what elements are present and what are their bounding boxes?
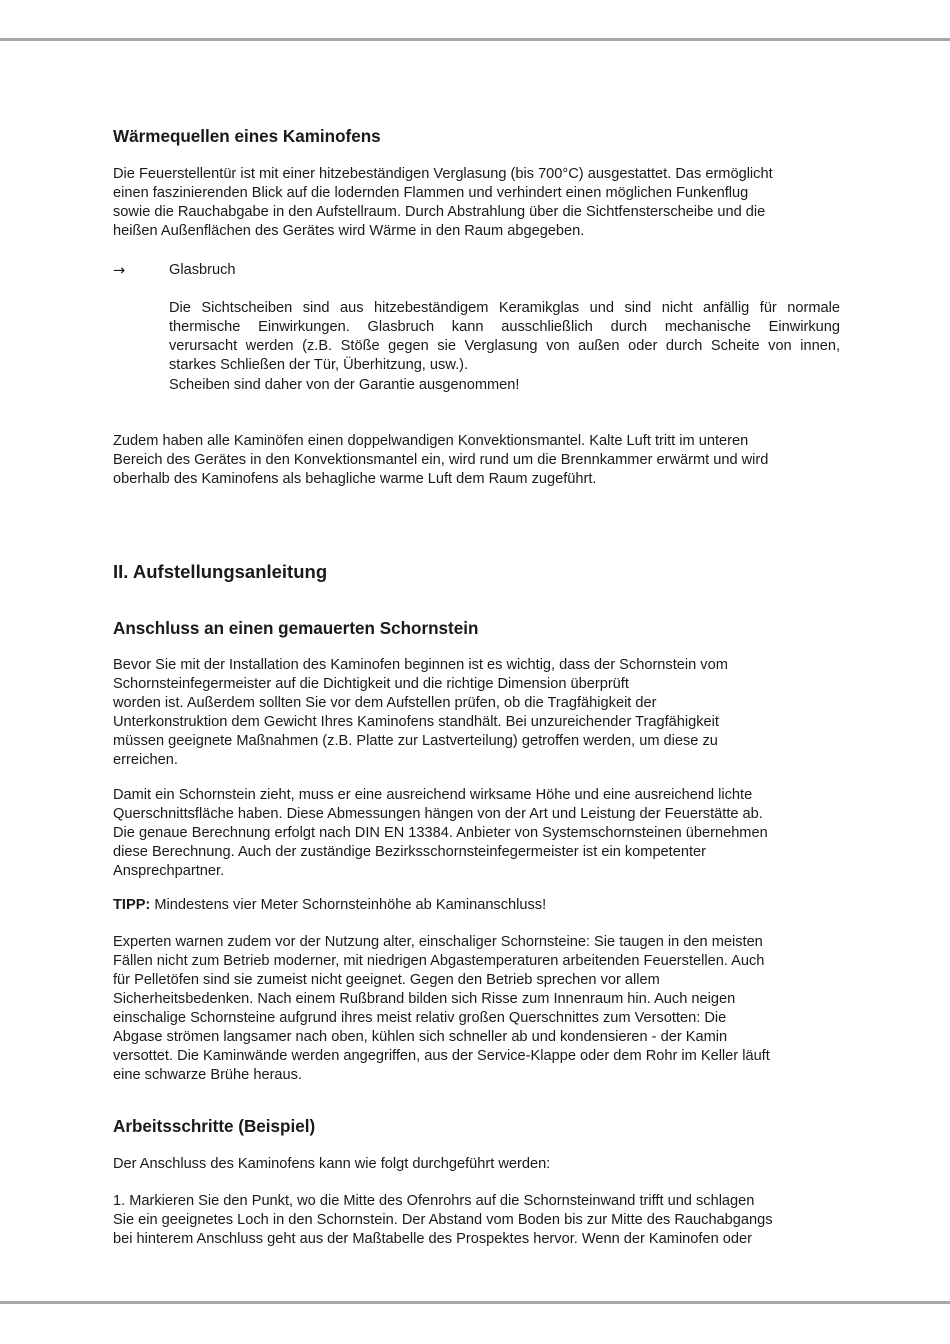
text-line: starkes Schließen der Tür, Überhitzung, usw.).	[169, 357, 469, 373]
tip-line	[113, 896, 546, 915]
text-line: Zudem haben alle Kaminöfen einen doppelwandigen Konvektionsmantel. Kalte Luft tritt im unteren	[113, 433, 749, 449]
text-line: für Pelletöfen sind sie zumeist nicht geeignet. Gegen den Betrieb sprechen vor allem	[113, 972, 660, 988]
subheading-schornstein: Anschluss an einen gemauerten Schornstein	[113, 619, 479, 638]
footer-rule	[0, 1301, 950, 1304]
paragraph-querschnitt	[113, 786, 768, 881]
step-1	[113, 1192, 773, 1249]
paragraph-experten	[113, 933, 770, 1085]
text-line: Sicherheitsbedenken. Nach einem Rußbrand bilden sich Risse zum Innenraum hin. Auch neigen	[113, 991, 736, 1007]
text-line: oberhalb des Kaminofens als behagliche warme Luft dem Raum zugeführt.	[113, 471, 597, 487]
paragraph-konvektion	[113, 432, 768, 489]
text-line: verursacht werden (z.B. Stöße gegen sie Verglasung von außen oder durch Scheite von innen,	[169, 338, 840, 354]
text-line: Die Sichtscheiben sind aus hitzebeständigem Keramikglas und sind nicht anfällig für normale	[169, 300, 840, 316]
heading-waermequellen: Wärmequellen eines Kaminofens	[113, 127, 381, 146]
text-line: 1. Markieren Sie den Punkt, wo die Mitte des Ofenrohrs auf die Schornsteinwand trifft und schlagen	[113, 1193, 755, 1209]
text-line: heißen Außenflächen des Gerätes wird Wärme in den Raum abgegeben.	[113, 223, 585, 239]
text-line: Damit ein Schornstein zieht, muss er eine ausreichend wirksame Höhe und eine ausreichend lichte	[113, 787, 753, 803]
header-rule	[0, 38, 950, 41]
text-line: Abgase strömen langsamer nach oben, kühlen sich schneller ab und kondensieren - der Kamin	[113, 1029, 728, 1045]
paragraph-glasbruch	[169, 299, 840, 375]
text-line: erreichen.	[113, 752, 178, 768]
text-line: Bereich des Gerätes in den Konvektionsmantel ein, wird rund um die Brennkammer erwärmt und wird	[113, 452, 769, 468]
text-line: Schornsteinfegermeister auf die Dichtigkeit und die richtige Dimension überprüft	[113, 676, 629, 692]
text-line: Bevor Sie mit der Installation des Kaminofen beginnen ist es wichtig, dass der Schornstein vom	[113, 657, 728, 673]
text-line: bei hinterem Anschluss geht aus der Maßtabelle des Prospektes hervor. Wenn der Kaminofen oder	[113, 1231, 752, 1247]
subheading-arbeitsschritte: Arbeitsschritte (Beispiel)	[113, 1117, 316, 1136]
text-line: Die Feuerstellentür ist mit einer hitzebeständigen Verglasung (bis 700°C) ausgestattet. Das ermöglicht	[113, 166, 773, 182]
text-line: Unterkonstruktion dem Gewicht Ihres Kaminofens standhält. Bei unzureichender Tragfähigkeit	[113, 714, 719, 730]
text-line: Querschnittsfläche haben. Diese Abmessungen hängen von der Art und Leistung der Feuerstätte ab.	[113, 806, 763, 822]
text-line: Experten warnen zudem vor der Nutzung alter, einschaliger Schornsteine: Sie taugen in den meisten	[113, 934, 763, 950]
intro-line: Der Anschluss des Kaminofens kann wie folgt durchgeführt werden:	[113, 1156, 551, 1172]
arrow-bullet-icon: →	[113, 262, 126, 279]
garantie-note: Scheiben sind daher von der Garantie ausgenommen!	[169, 377, 520, 393]
text-line: Sie ein geeignetes Loch in den Schornstein. Der Abstand vom Boden bis zur Mitte des Rauchabgangs	[113, 1212, 773, 1228]
text-line: worden ist. Außerdem sollten Sie vor dem Aufstellen prüfen, ob die Tragfähigkeit der	[113, 695, 657, 711]
text-line: diese Berechnung. Auch der zuständige Bezirksschornsteinfegermeister ist ein kompetenter	[113, 844, 706, 860]
paragraph-installation	[113, 656, 728, 770]
text-line: eine schwarze Brühe heraus.	[113, 1067, 303, 1083]
tip-label: TIPP:	[113, 897, 151, 913]
text-line: einen faszinierenden Blick auf die lodernden Flammen und verhindert einen möglichen Funkenflug	[113, 185, 749, 201]
text-line: Fällen nicht zum Betrieb moderner, mit niedrigen Abgastemperaturen arbeitenden Feuerstellen. Auch	[113, 953, 765, 969]
heading-aufstellungsanleitung: II. Aufstellungsanleitung	[113, 561, 328, 582]
text-line: versottet. Die Kaminwände werden angegriffen, aus der Service-Klappe oder dem Rohr im Keller läuft	[113, 1048, 770, 1064]
paragraph-verglasung	[113, 165, 773, 241]
text-line: thermische Einwirkungen. Glasbruch kann ausschließlich durch mechanische Einwirkung	[169, 319, 840, 335]
bullet-title-glasbruch: Glasbruch	[169, 262, 236, 278]
text-line: einschalige Schornsteine aufgrund ihres meist relativ großen Querschnittes zum Versotten: Die	[113, 1010, 727, 1026]
text-line: müssen geeignete Maßnahmen (z.B. Platte zur Lastverteilung) getroffen werden, um diese zu	[113, 733, 718, 749]
tip-text: Mindestens vier Meter Schornsteinhöhe ab Kaminanschluss!	[150, 897, 547, 913]
text-line: sowie die Rauchabgabe in den Aufstellraum. Durch Abstrahlung über die Sichtfensterscheibe und die	[113, 204, 766, 220]
text-line: Ansprechpartner.	[113, 863, 225, 879]
text-line: Die genaue Berechnung erfolgt nach DIN EN 13384. Anbieter von Systemschornsteinen übernehmen	[113, 825, 768, 841]
